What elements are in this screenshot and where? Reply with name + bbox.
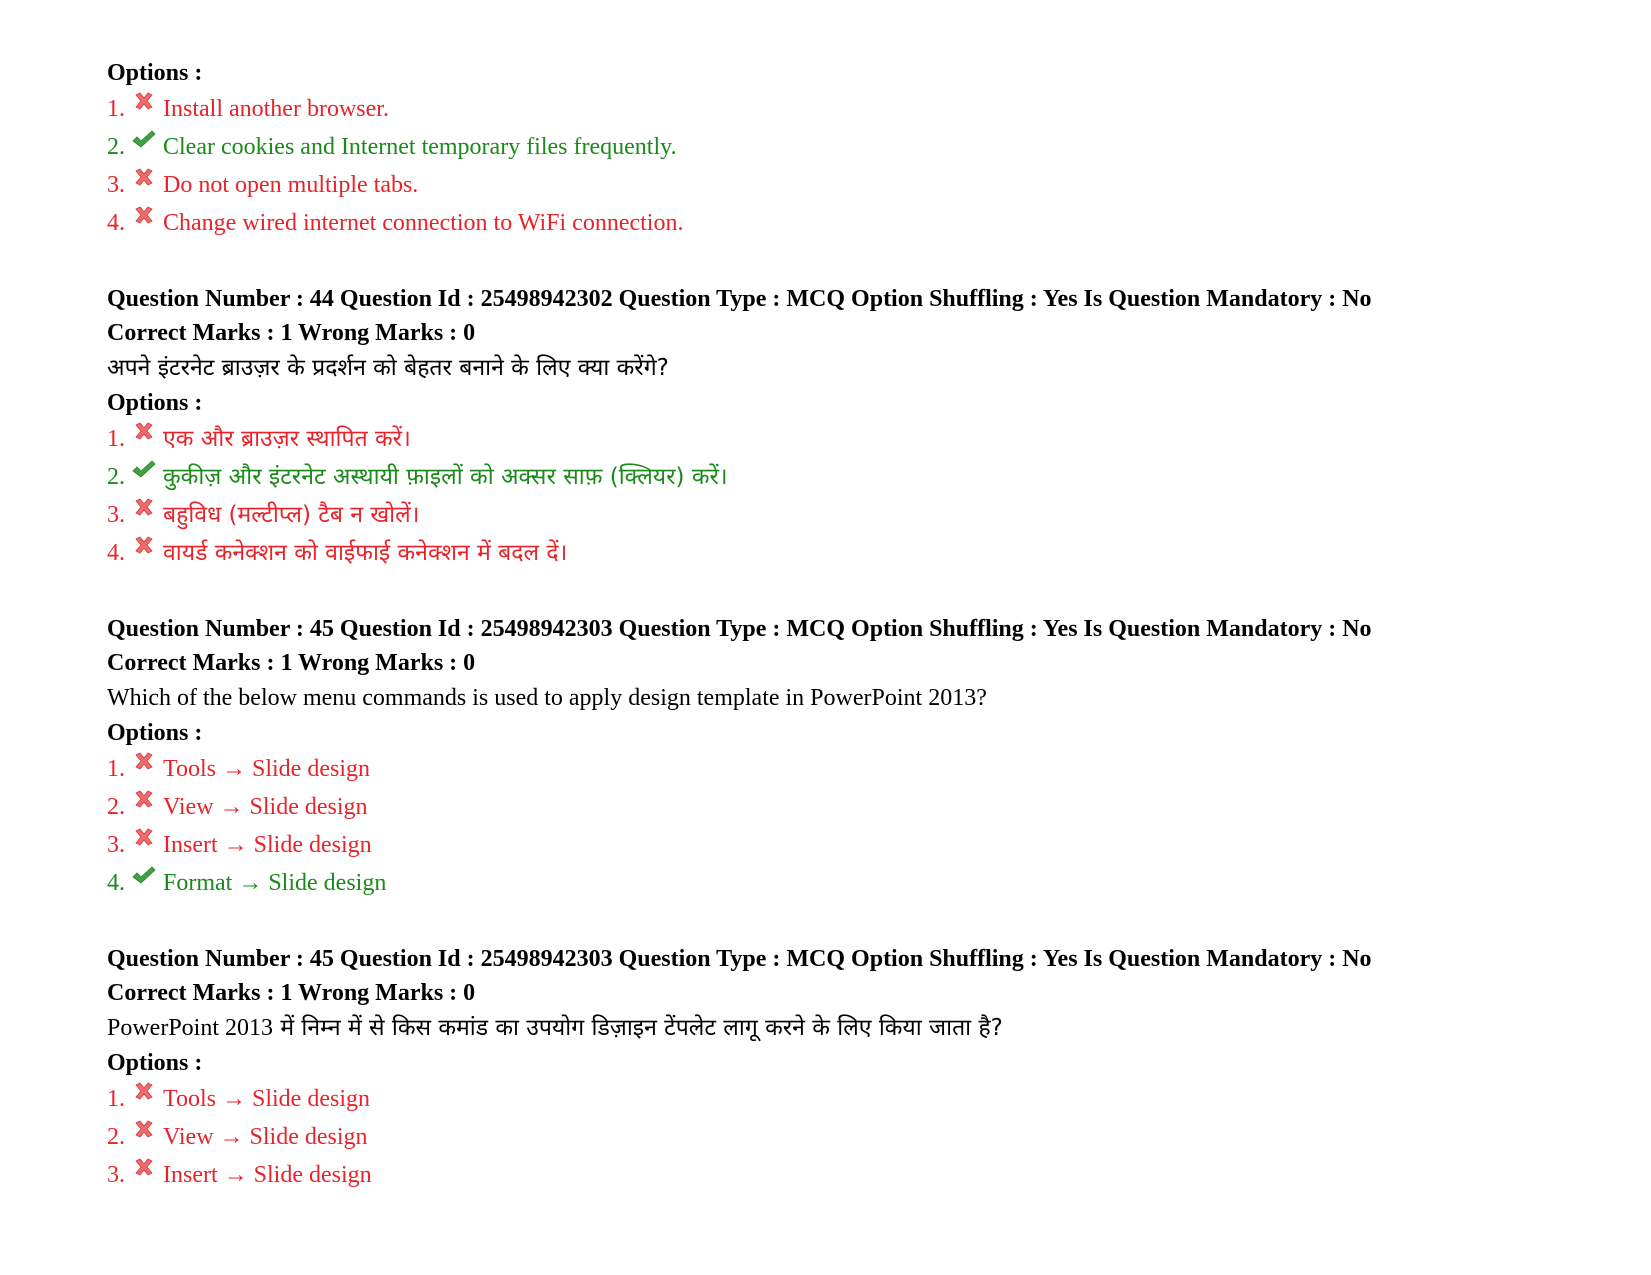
option-text: View → Slide design (163, 1124, 368, 1150)
cross-icon (131, 167, 157, 191)
option-number: 2. (107, 134, 125, 160)
cross-icon (131, 421, 157, 445)
option-item (107, 1080, 1607, 1118)
question-45-hi-block (107, 942, 1607, 1194)
cross-icon (131, 827, 157, 851)
options-list (107, 90, 1607, 242)
question-meta: Question Number : 45 Question Id : 25498942303 Question Type : MCQ Option Shuffling : Yes Is Question Mandatory : No (107, 616, 1372, 642)
option-number: 2. (107, 1124, 125, 1150)
document-page (107, 56, 1607, 1194)
option-text: Change wired internet connection to WiFi connection. (163, 210, 684, 236)
option-item (107, 204, 1607, 242)
option-number: 4. (107, 870, 125, 896)
option-text: Tools → Slide design (163, 1086, 370, 1112)
question-text (107, 1010, 1607, 1046)
option-item (107, 750, 1607, 788)
option-item (107, 864, 1607, 902)
option-number: 2. (107, 464, 125, 490)
options-label: Options : (107, 60, 203, 86)
cross-icon (131, 91, 157, 115)
option-text: Insert → Slide design (163, 832, 372, 858)
option-number: 3. (107, 172, 125, 198)
question-marks: Correct Marks : 1 Wrong Marks : 0 (107, 320, 476, 346)
prev-question-block (107, 56, 1607, 242)
option-item (107, 1156, 1607, 1194)
options-list (107, 420, 1607, 572)
option-text: Do not open multiple tabs. (163, 172, 419, 198)
option-number: 1. (107, 756, 125, 782)
option-item (107, 788, 1607, 826)
option-number: 3. (107, 832, 125, 858)
options-label: Options : (107, 1050, 203, 1076)
cross-icon (131, 1157, 157, 1181)
question-text-prefix: PowerPoint 2013 (107, 1015, 274, 1041)
option-text: कुकीज़ और इंटरनेट अस्थायी फ़ाइलों को अक्सर साफ़ (क्लियर) करें। (163, 464, 728, 490)
check-icon (131, 459, 157, 483)
cross-icon (131, 205, 157, 229)
option-number: 1. (107, 1086, 125, 1112)
option-text: View → Slide design (163, 794, 368, 820)
option-number: 4. (107, 540, 125, 566)
question-44-block (107, 282, 1607, 572)
option-item (107, 458, 1607, 496)
cross-icon (131, 535, 157, 559)
question-text: अपने इंटरनेट ब्राउज़र के प्रदर्शन को बेहतर बनाने के लिए क्या करेंगे? (107, 355, 669, 381)
option-item (107, 534, 1607, 572)
question-text: Which of the below menu commands is used to apply design template in PowerPoint 2013? (107, 685, 987, 711)
option-number: 3. (107, 502, 125, 528)
option-text: एक और ब्राउज़र स्थापित करें। (163, 426, 411, 452)
option-text: Format → Slide design (163, 870, 387, 896)
options-list (107, 750, 1607, 902)
question-marks: Correct Marks : 1 Wrong Marks : 0 (107, 650, 476, 676)
question-text-hindi: में निम्न में से किस कमांड का उपयोग डिज़ाइन टेंपलेट लागू करने के लिए किया जाता है? (273, 1015, 1003, 1041)
option-text: Insert → Slide design (163, 1162, 372, 1188)
options-label: Options : (107, 720, 203, 746)
options-list (107, 1080, 1607, 1194)
option-number: 4. (107, 210, 125, 236)
option-text: Clear cookies and Internet temporary files frequently. (163, 134, 677, 160)
check-icon (131, 129, 157, 153)
option-item (107, 826, 1607, 864)
check-icon (131, 865, 157, 889)
option-text: Install another browser. (163, 96, 389, 122)
option-text: बहुविध (मल्टीप्ल) टैब न खोलें। (163, 502, 420, 528)
cross-icon (131, 751, 157, 775)
question-meta: Question Number : 44 Question Id : 25498942302 Question Type : MCQ Option Shuffling : Yes Is Question Mandatory : No (107, 286, 1372, 312)
option-item (107, 1118, 1607, 1156)
option-number: 3. (107, 1162, 125, 1188)
question-marks: Correct Marks : 1 Wrong Marks : 0 (107, 980, 476, 1006)
option-text: Tools → Slide design (163, 756, 370, 782)
option-item (107, 128, 1607, 166)
option-text: वायर्ड कनेक्शन को वाईफाई कनेक्शन में बदल दें। (163, 540, 568, 566)
question-meta: Question Number : 45 Question Id : 25498942303 Question Type : MCQ Option Shuffling : Yes Is Question Mandatory : No (107, 946, 1372, 972)
option-item (107, 496, 1607, 534)
option-number: 2. (107, 794, 125, 820)
options-label: Options : (107, 390, 203, 416)
cross-icon (131, 1081, 157, 1105)
cross-icon (131, 789, 157, 813)
option-number: 1. (107, 96, 125, 122)
option-item (107, 420, 1607, 458)
question-45-en-block (107, 612, 1607, 902)
option-item (107, 90, 1607, 128)
cross-icon (131, 497, 157, 521)
cross-icon (131, 1119, 157, 1143)
option-number: 1. (107, 426, 125, 452)
option-item (107, 166, 1607, 204)
